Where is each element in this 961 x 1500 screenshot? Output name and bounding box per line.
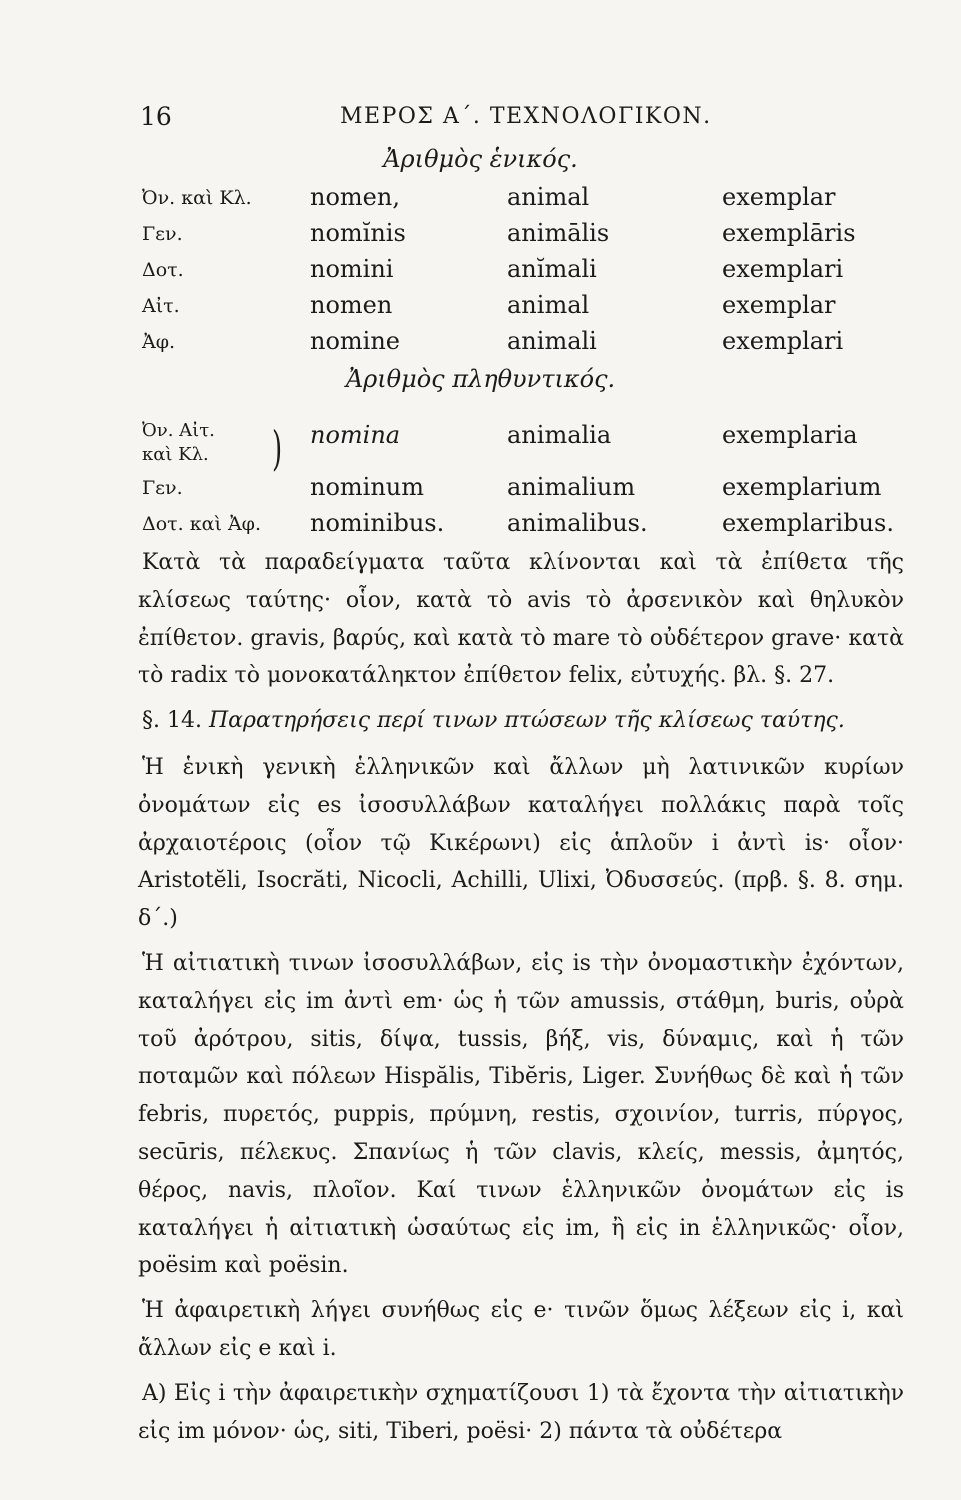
exemplar-form: exemplari xyxy=(722,255,844,283)
table-row xyxy=(142,291,902,327)
section-title: Παρατηρήσεις περί τινων πτώσεων τῆς κλίσεως ταύτης. xyxy=(208,708,845,734)
section-heading xyxy=(138,702,904,740)
case-label: Δοτ. καὶ Ἀφ. xyxy=(142,513,262,535)
nomen-form: nominum xyxy=(310,473,425,501)
running-head xyxy=(140,102,900,142)
case-label-bottom: καὶ Κλ. xyxy=(142,444,209,465)
table-row xyxy=(142,255,902,291)
body-text xyxy=(138,544,904,1457)
exemplar-form: exemplāris xyxy=(722,219,856,247)
animal-form: animalium xyxy=(507,473,636,501)
singular-table xyxy=(142,183,902,363)
exemplar-form: exemplar xyxy=(722,183,836,211)
table-row xyxy=(142,415,902,477)
section-number: §. 14. xyxy=(142,708,202,734)
case-label: Αἰτ. xyxy=(142,295,180,317)
case-label: Γεν. xyxy=(142,223,183,245)
animal-form: animalia xyxy=(507,421,612,449)
table-row xyxy=(142,509,902,545)
plural-table xyxy=(142,415,902,545)
animal-form: anĭmali xyxy=(507,255,597,283)
singular-heading: Ἀριθμὸς ἑνικός. xyxy=(383,145,578,173)
plural-heading: Ἀριθμὸς πληθυντικός. xyxy=(345,365,616,393)
animal-form: animali xyxy=(507,327,597,355)
brace-symbol: ) xyxy=(272,423,283,477)
nomen-form: nomĭnis xyxy=(310,219,406,247)
nomen-form: nomina xyxy=(310,421,401,449)
nomen-form: nomine xyxy=(310,327,400,355)
nomen-form: nomini xyxy=(310,255,394,283)
table-row xyxy=(142,327,902,363)
animal-form: animal xyxy=(507,291,590,319)
table-row xyxy=(142,183,902,219)
exemplar-form: exemplarium xyxy=(722,473,882,501)
case-label: Ὀν. καὶ Κλ. xyxy=(142,187,252,209)
nomen-form: nomen, xyxy=(310,183,400,211)
case-label: Δοτ. xyxy=(142,259,184,281)
case-label: Ἀφ. xyxy=(142,331,176,353)
paragraph-genitive: Ἡ ἑνικὴ γενικὴ ἑλληνικῶν καὶ ἄλλων μὴ λατινικῶν κυρίων ὀνομάτων εἰς es ἰσοσυλλάβων καταλήγει πολλάκις παρὰ τοῖς ἀρχαιοτέροις (οἷον τῷ Κικέρωνι) εἰς ἁπλοῦν i ἀντὶ is· οἷον· Aristotĕli, Isocrăti, Nicocli, Achilli, Ulixi, Ὀδυσσεύς. (πρβ. §. 8. σημ. δ΄.) xyxy=(138,754,904,932)
animal-form: animal xyxy=(507,183,590,211)
paragraph-accusative: Ἡ αἰτιατικὴ τινων ἰσοσυλλάβων, εἰς is τὴν ὀνομαστικὴν ἐχόντων, καταλήγει εἰς im ἀντὶ em· ὡς ἡ τῶν amussis, στάθμη, buris, οὐρὰ τοῦ ἀρότρου, sitis, δίψα, tussis, βήξ, vis, δύναμις, καὶ ἡ τῶν ποταμῶν καὶ πόλεων Hispălis, Tibĕris, Liger. Συνήθως δὲ καὶ ἡ τῶν febris, πυρετός, puppis, πρύμνη, restis, σχοινίον, turris, πύργος, secūris, πέλεκυς. Σπανίως ἡ τῶν clavis, κλείς, messis, ἀμητός, θέρος, navis, πλοῖον. Καί τινων ἑλληνικῶν ὀνομάτων εἰς is καταλήγει ἡ αἰτιατικὴ ὡσαύτως εἰς im, ἢ εἰς in ἑλληνικῶς· οἷον, poësim καὶ poësin. xyxy=(138,950,904,1279)
nomen-form: nomen xyxy=(310,291,393,319)
nomen-form: nominibus. xyxy=(310,509,445,537)
exemplar-form: exemplar xyxy=(722,291,836,319)
exemplar-form: exemplaribus. xyxy=(722,509,894,537)
exemplar-form: exemplaria xyxy=(722,421,858,449)
running-title: ΜΕΡΟΣ Α΄. ΤΕΧΝΟΛΟΓΙΚΟΝ. xyxy=(340,104,712,129)
paragraph-ablative: Ἡ ἀφαιρετικὴ λήγει συνήθως εἰς e· τινῶν ὅμως λέξεων εἰς i, καὶ ἄλλων εἰς e καὶ i. xyxy=(138,1298,904,1361)
exemplar-form: exemplari xyxy=(722,327,844,355)
animal-form: animālis xyxy=(507,219,610,247)
table-row xyxy=(142,219,902,255)
paragraph-adjectives: Κατὰ τὰ παραδείγματα ταῦτα κλίνονται καὶ τὰ ἐπίθετα τῆς κλίσεως ταύτης· οἷον, κατὰ τὸ avis τὸ ἀρσενικὸν καὶ θηλυκὸν ἐπίθετον. gravis, βαρύς, καὶ κατὰ τὸ mare τὸ οὐδέτερον grave· κατὰ τὸ radix τὸ μονοκατάληκτον ἐπίθετον felix, εὐτυχής. βλ. §. 27. xyxy=(138,550,904,689)
case-label xyxy=(142,419,215,467)
animal-form: animalibus. xyxy=(507,509,648,537)
paragraph-ablative-i: Α) Εἰς i τὴν ἀφαιρετικὴν σχηματίζουσι 1) τὰ ἔχοντα τὴν αἰτιατικὴν εἰς im μόνον· ὡς, siti, Tiberi, poësi· 2) πάντα τὰ οὐδέτερα xyxy=(138,1380,904,1444)
page-number: 16 xyxy=(140,102,172,131)
case-label: Γεν. xyxy=(142,477,183,499)
table-row xyxy=(142,473,902,509)
case-label-top: Ὀν. Αἰτ. xyxy=(142,420,215,441)
